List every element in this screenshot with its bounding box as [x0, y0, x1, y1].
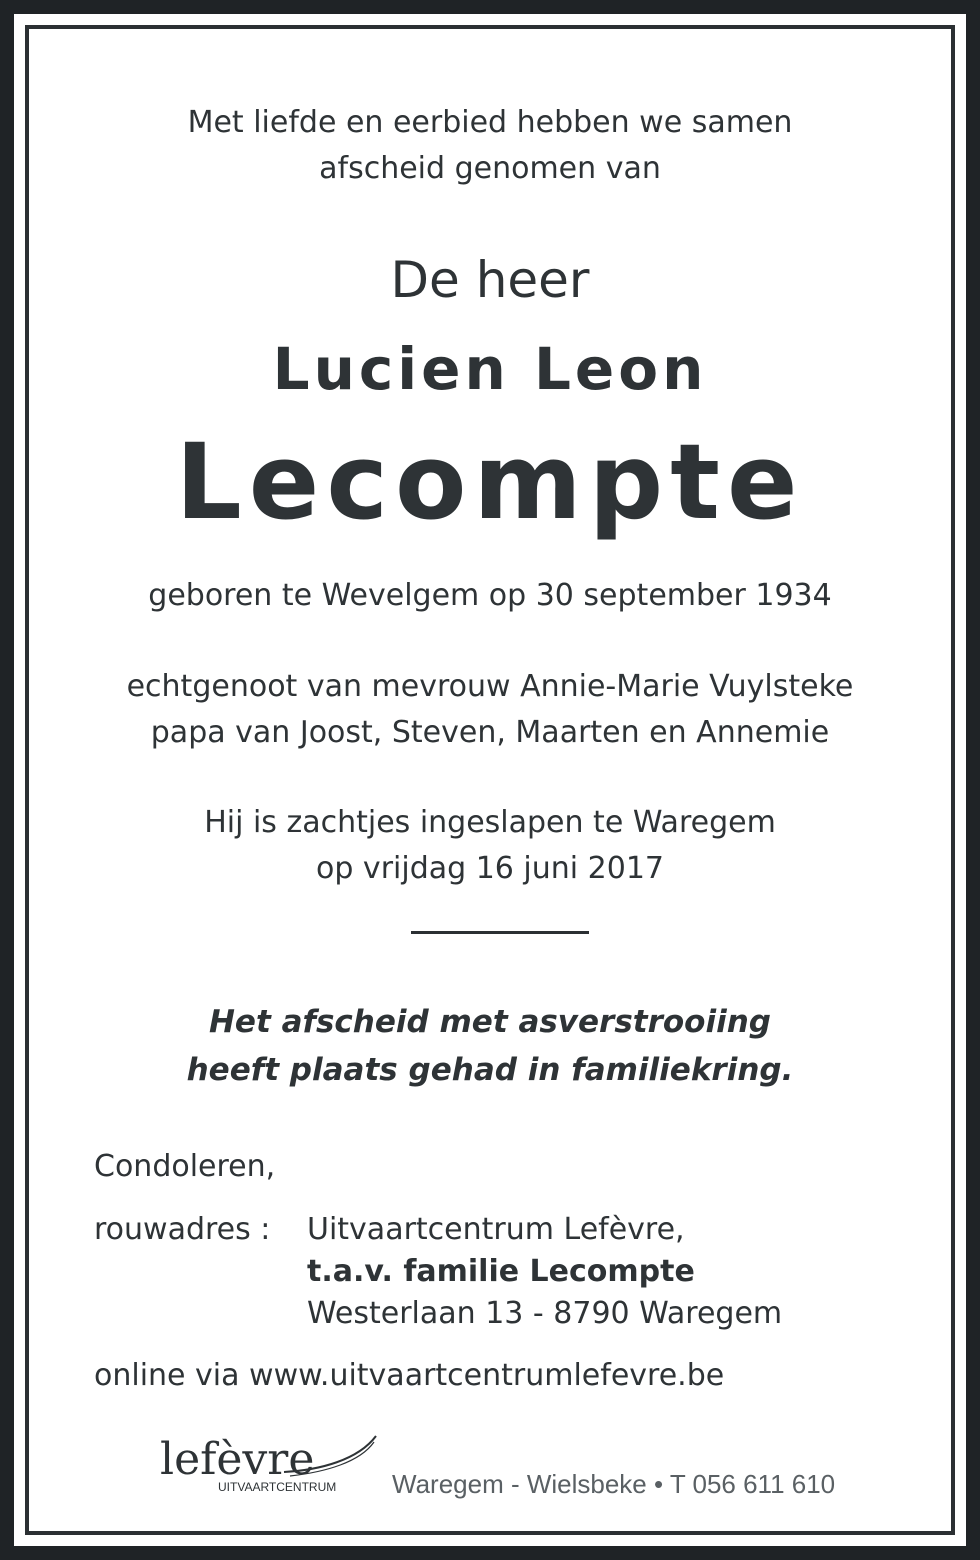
passing-line-2: op vrijdag 16 juni 2017 [316, 851, 664, 886]
salutation: De heer [390, 251, 590, 309]
address-line-1: Uitvaartcentrum Lefèvre, [307, 1212, 685, 1247]
card-content [14, 14, 966, 1546]
passing-info [14, 800, 966, 892]
intro-line-2: afscheid genomen van [319, 151, 661, 186]
spouse-line: echtgenoot van mevrouw Annie-Marie Vuylsteke [126, 669, 854, 704]
children-line: papa van Joost, Steven, Maarten en Annemie [150, 715, 830, 750]
ceremony-line-2: heeft plaats gehad in familiekring. [186, 1052, 794, 1088]
funeral-home-logo [160, 1432, 380, 1502]
logo-wordmark: lefèvre [160, 1434, 315, 1485]
divider [411, 931, 589, 934]
address-line-3: Westerlaan 13 - 8790 Waregem [307, 1296, 783, 1331]
logo-subtitle: UITVAARTCENTRUM [218, 1480, 337, 1494]
birth-info: geboren te Wevelgem op 30 september 1934 [148, 578, 832, 613]
ceremony-line-1: Het afscheid met asverstrooiing [208, 1004, 771, 1040]
intro-text [14, 100, 966, 192]
condolences-heading: Condoleren, [94, 1149, 276, 1184]
footer-contact: Waregem - Wielsbeke • T 056 611 610 [392, 1469, 836, 1499]
surname: Lecompte [175, 421, 805, 543]
obituary-card [14, 14, 966, 1546]
ceremony-info [14, 998, 966, 1094]
passing-line-1: Hij is zachtjes ingeslapen te Waregem [204, 805, 776, 840]
online-link[interactable]: online via www.uitvaartcentrumlefevre.be [94, 1358, 725, 1393]
address-line-2: t.a.v. familie Lecompte [307, 1254, 695, 1289]
family-info [14, 664, 966, 756]
intro-line-1: Met liefde en eerbied hebben we samen [187, 105, 793, 140]
logo-swoosh-icon [280, 1432, 380, 1480]
address-label: rouwadres : [94, 1212, 271, 1247]
first-names: Lucien Leon [272, 335, 708, 403]
